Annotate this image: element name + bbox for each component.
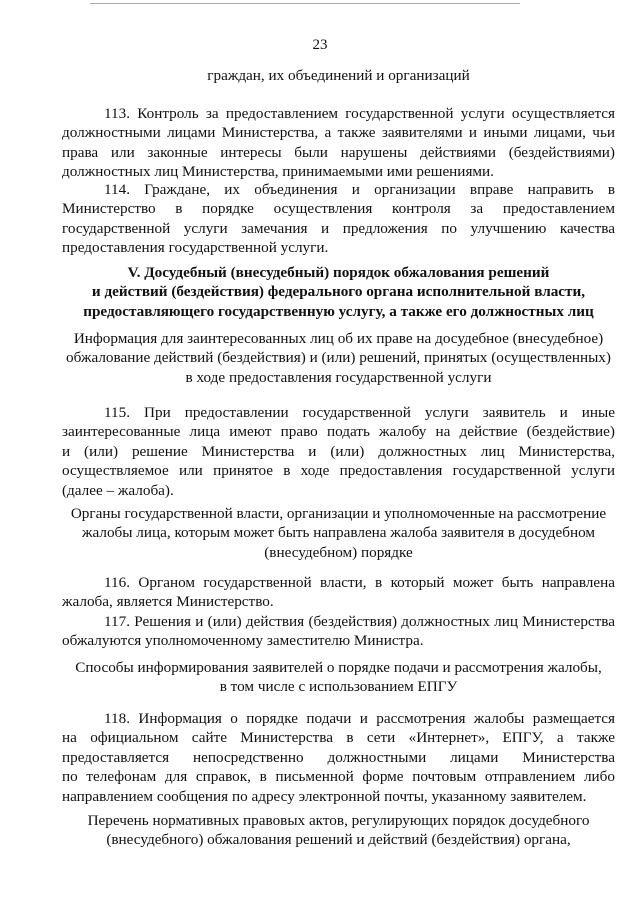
subheading-line: (внесудебном) порядке <box>264 543 413 561</box>
paragraph-115-line: осуществляемое или принятое в ходе предоставления государственной услуги <box>62 462 615 480</box>
section-v-heading-line: и действий (бездействия) федерального органа исполнительной власти, <box>91 283 586 301</box>
section-v-heading-line: V. Досудебный (внесудебный) порядок обжалования решений <box>127 264 550 281</box>
paragraph-113-line: должностными лицами Министерства, а также заявителями и иными лицами, чьи <box>62 124 615 142</box>
paragraph-115 <box>62 403 615 500</box>
subheading-line: в ходе предоставления государственной услуги <box>185 368 492 386</box>
subheading-line: (внесудебного) обжалования решений и действий (бездействия) органа, <box>106 831 571 849</box>
continuation-heading-line: граждан, их объединений и организаций <box>207 67 470 84</box>
paragraph-115-line: и (или) решение Министерства и (или) должностных лиц Министерства, <box>62 442 615 460</box>
paragraph-113 <box>62 104 615 182</box>
subheading-line: Способы информирования заявителей о порядке подачи и рассмотрения жалобы, <box>75 659 602 676</box>
subheading-line: жалобы лица, которым может быть направлена жалоба заявителя в досудебном <box>82 524 595 542</box>
paragraph-113-line: права или законные интересы были нарушены действиями (бездействиями) <box>62 143 615 161</box>
paragraph-116-line: 116. Органом государственной власти, в который может быть направлена <box>104 574 615 591</box>
paragraph-118-line: на официальном сайте Министерства в сети «Интернет», ЕПГУ, а также <box>62 729 615 747</box>
subheading-line: обжалование действий (бездействия) и (или) решений, принятых (осуществленных) <box>66 349 611 367</box>
paragraph-118 <box>62 709 615 806</box>
paragraph-117 <box>62 612 615 651</box>
paragraph-118-line: направлением сообщения по адресу электронной почты, указанному заявителем. <box>62 787 587 805</box>
paragraph-114-line: 114. Граждане, их объединения и организации вправе направить в <box>104 181 615 198</box>
paragraph-116-line: жалоба, является Министерство. <box>62 593 274 611</box>
paragraph-113-line: 113. Контроль за предоставлением государственной услуги осуществляется <box>104 105 615 122</box>
paragraph-117-line: обжалуются уполномоченному заместителю Министра. <box>62 632 424 650</box>
paragraph-113-line: должностных лиц Министерства, принимаемыми ими решениями. <box>62 163 494 181</box>
paragraph-115-line: заинтересованные лица имеют право подать жалобу на действие (бездействие) <box>62 423 615 441</box>
paragraph-115-line: 115. При предоставлении государственной услуги заявитель и иные <box>104 404 615 421</box>
subheading-appeal-bodies <box>62 504 615 562</box>
subheading-right-to-appeal <box>62 329 615 387</box>
section-v-heading <box>62 263 615 321</box>
paragraph-115-line: (далее – жалоба). <box>62 481 174 499</box>
subheading-line: в том числе с использованием ЕПГУ <box>219 678 458 696</box>
paragraph-118-line: по телефонам для справок, в письменной форме почтовым отправлением либо <box>62 768 615 786</box>
paragraph-114-line: Министерство в порядке осуществления контроля за предоставлением <box>62 200 615 218</box>
section-v-heading-line: предоставляющего государственную услугу, а также его должностных лиц <box>83 302 594 320</box>
subheading-normative-acts <box>62 811 615 850</box>
subheading-informing-methods <box>62 658 615 697</box>
paragraph-118-line: предоставляется непосредственно должностными лицами Министерства <box>62 748 615 766</box>
subheading-line: Органы государственной власти, организации и уполномоченные на рассмотрение <box>70 505 607 522</box>
continuation-heading <box>62 66 615 85</box>
paragraph-114-line: предоставления государственной услуги. <box>62 239 329 257</box>
subheading-line: Информация для заинтересованных лиц об их праве на досудебное (внесудебное) <box>73 330 604 347</box>
subheading-line: Перечень нормативных правовых актов, регулирующих порядок досудебного <box>87 812 590 829</box>
paragraph-114 <box>62 180 615 258</box>
page-number: 23 <box>312 37 328 53</box>
paragraph-118-line: 118. Информация о порядке подачи и рассмотрения жалобы размещается <box>104 710 615 727</box>
paragraph-117-line: 117. Решения и (или) действия (бездействия) должностных лиц Министерства <box>104 613 615 630</box>
paragraph-116 <box>62 573 615 612</box>
paragraph-114-line: государственной услуги замечания и предложения по улучшению качества <box>62 219 615 237</box>
